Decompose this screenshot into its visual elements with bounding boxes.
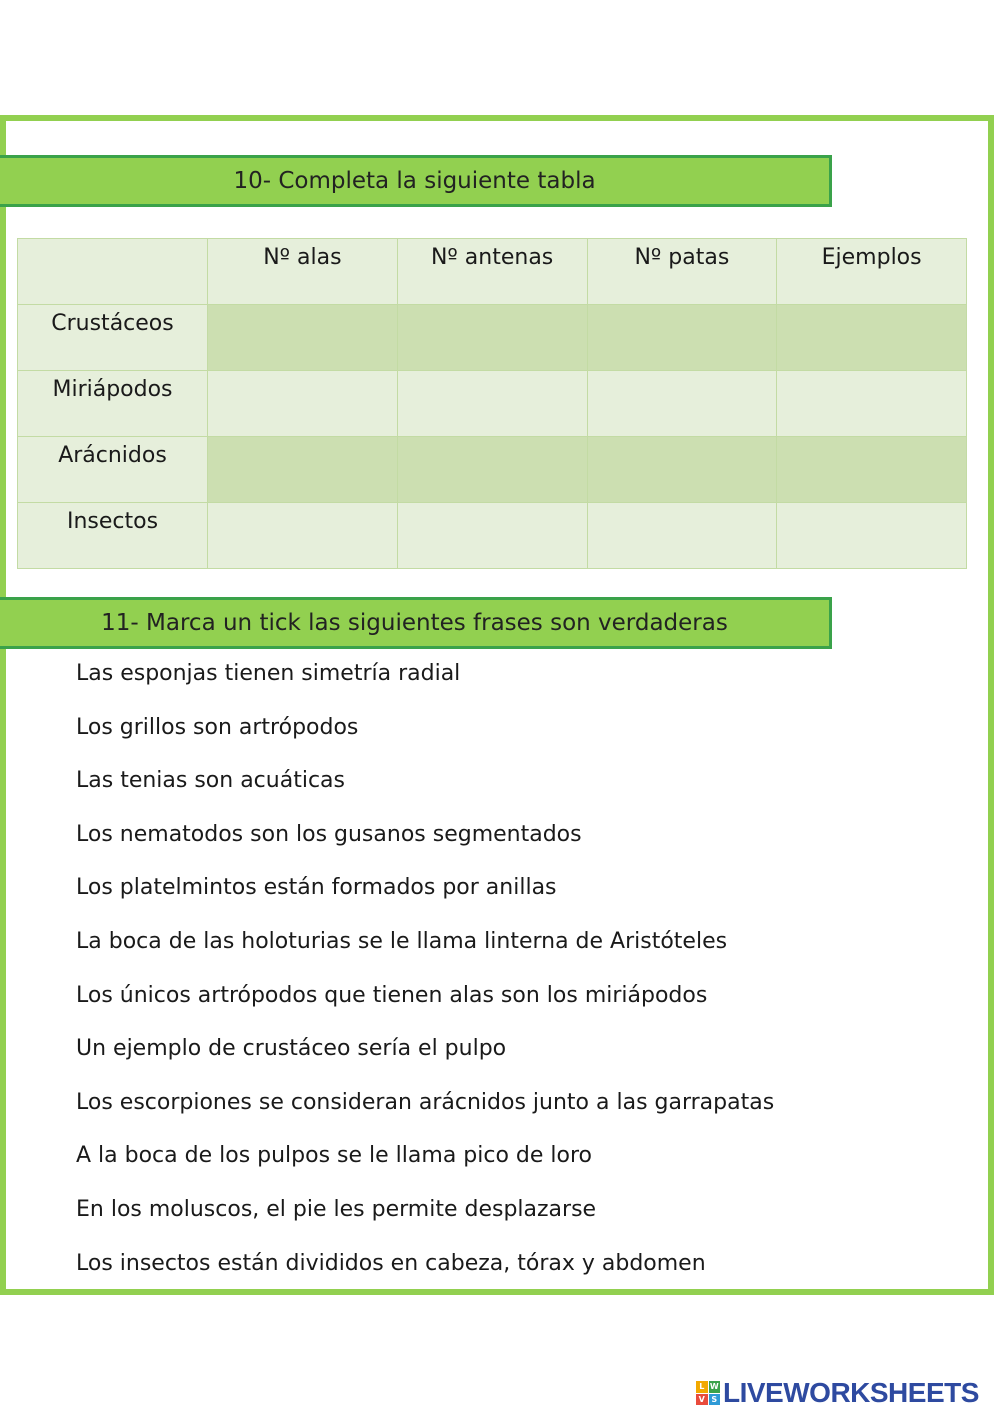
answer-cell[interactable] xyxy=(397,437,587,503)
table-row xyxy=(18,305,967,371)
classification-table xyxy=(17,238,967,569)
row-label: Arácnidos xyxy=(18,437,208,503)
section-11-title: 11- Marca un tick las siguientes frases son verdaderas xyxy=(101,610,728,636)
row-label: Crustáceos xyxy=(18,305,208,371)
table-header-row xyxy=(18,239,967,305)
logo-letter: W xyxy=(709,1382,719,1392)
header-cell-empty xyxy=(18,239,208,305)
logo-letter: L xyxy=(696,1381,708,1393)
answer-cell[interactable] xyxy=(208,305,398,371)
logo-letter: V xyxy=(696,1394,708,1406)
header-cell-alas: Nº alas xyxy=(208,239,398,305)
logo-letter: S xyxy=(709,1394,721,1406)
answer-cell[interactable] xyxy=(397,503,587,569)
statement-item[interactable]: A la boca de los pulpos se le llama pico de loro xyxy=(76,1143,593,1169)
table-row xyxy=(18,503,967,569)
section-11-banner xyxy=(0,597,832,649)
answer-cell[interactable] xyxy=(208,437,398,503)
answer-cell[interactable] xyxy=(397,371,587,437)
row-label: Insectos xyxy=(18,503,208,569)
statement-item[interactable]: En los moluscos, el pie les permite desplazarse xyxy=(76,1196,597,1222)
statement-item[interactable]: La boca de las holoturias se le llama linterna de Aristóteles xyxy=(76,928,728,954)
section-10-title: 10- Completa la siguiente tabla xyxy=(233,168,596,194)
header-cell-patas: Nº patas xyxy=(587,239,777,305)
statement-item[interactable]: Las esponjas tienen simetría radial xyxy=(76,661,461,686)
statement-item[interactable]: Los insectos están divididos en cabeza, tórax y abdomen xyxy=(76,1250,706,1276)
answer-cell[interactable] xyxy=(587,371,777,437)
statement-item[interactable]: Un ejemplo de crustáceo sería el pulpo xyxy=(76,1036,507,1062)
liveworksheets-wordmark: LIVEWORKSHEETS xyxy=(723,1377,979,1408)
statement-item[interactable]: Los nematodos son los gusanos segmentados xyxy=(76,821,582,847)
header-cell-antenas: Nº antenas xyxy=(397,239,587,305)
answer-cell[interactable] xyxy=(587,503,777,569)
answer-cell[interactable] xyxy=(208,371,398,437)
section-10-banner xyxy=(0,155,832,207)
row-label: Miriápodos xyxy=(18,371,208,437)
answer-cell[interactable] xyxy=(587,437,777,503)
statement-item[interactable]: Los platelmintos están formados por anillas xyxy=(76,875,557,901)
answer-cell[interactable] xyxy=(777,503,967,569)
liveworksheets-logo xyxy=(696,1376,979,1410)
statement-item[interactable]: Los grillos son artrópodos xyxy=(76,714,359,740)
answer-cell[interactable] xyxy=(208,503,398,569)
table-row xyxy=(18,371,967,437)
answer-cell[interactable] xyxy=(587,305,777,371)
answer-cell[interactable] xyxy=(777,437,967,503)
statement-item[interactable]: Las tenias son acuáticas xyxy=(76,768,345,794)
answer-cell[interactable] xyxy=(777,305,967,371)
statement-item[interactable]: Los únicos artrópodos que tienen alas son los miriápodos xyxy=(76,982,708,1008)
header-cell-ejemplos: Ejemplos xyxy=(777,239,967,305)
answer-cell[interactable] xyxy=(777,371,967,437)
answer-cell[interactable] xyxy=(397,305,587,371)
liveworksheets-icon xyxy=(696,1381,720,1405)
table-row xyxy=(18,437,967,503)
statement-list xyxy=(76,657,956,1300)
statement-item[interactable]: Los escorpiones se consideran arácnidos junto a las garrapatas xyxy=(76,1089,775,1115)
